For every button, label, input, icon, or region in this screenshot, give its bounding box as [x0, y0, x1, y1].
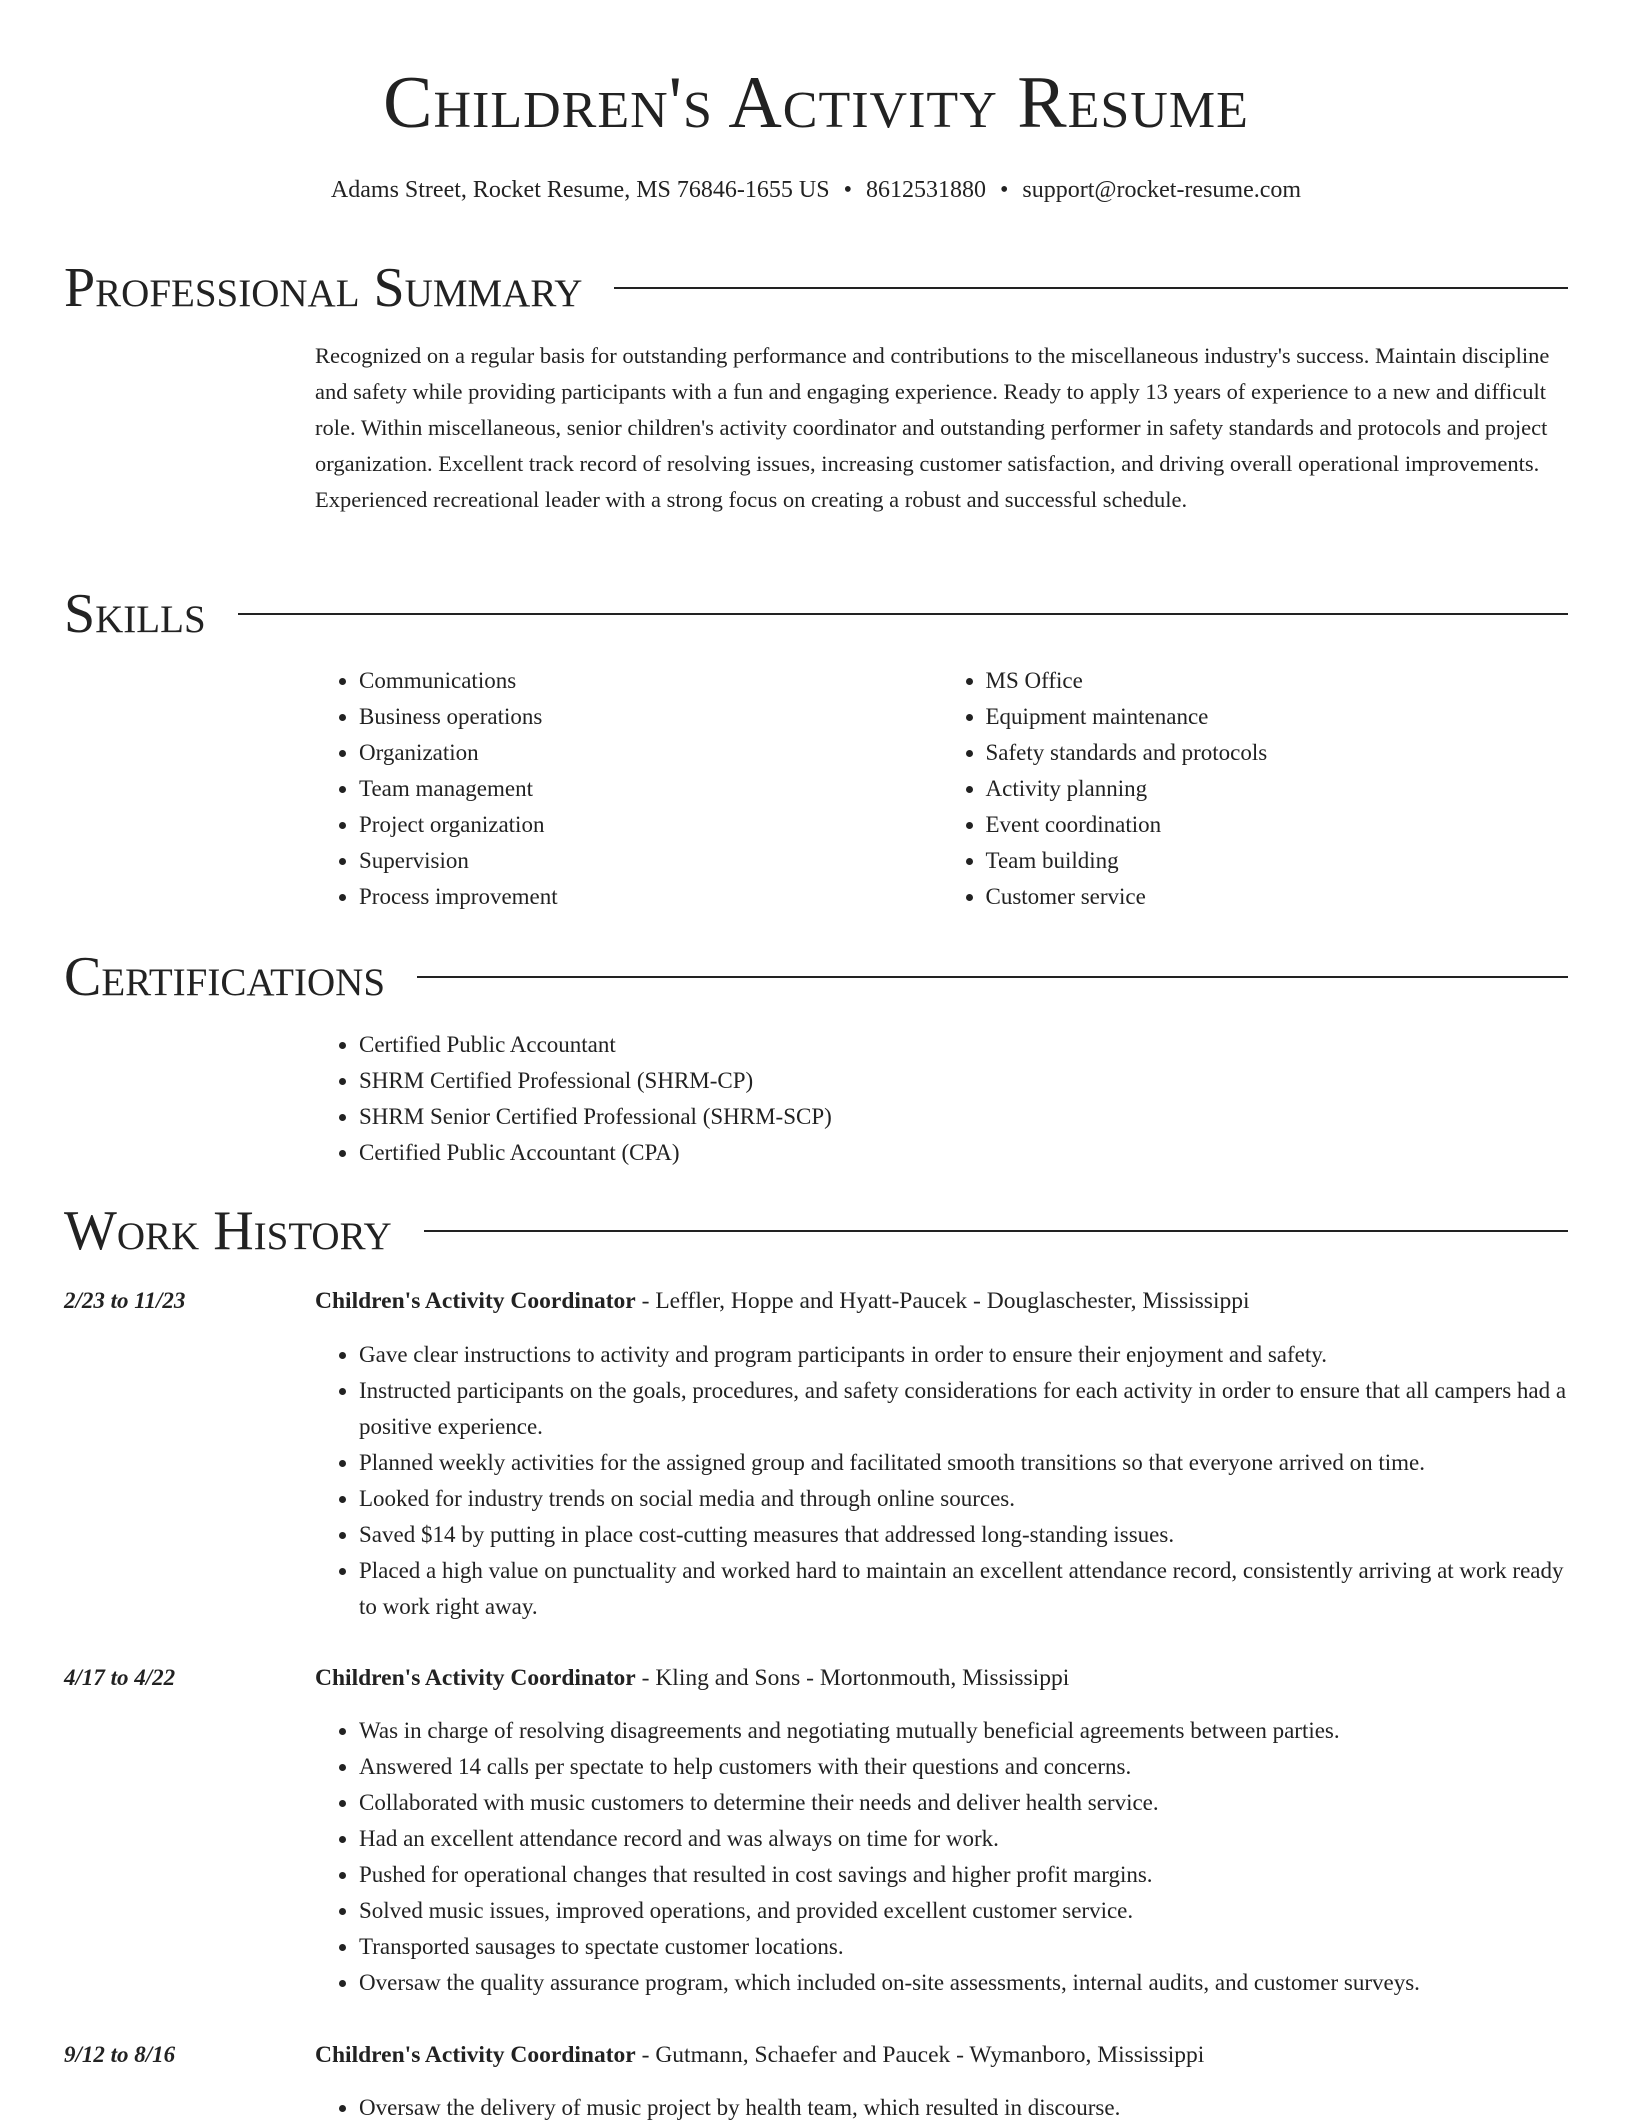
skill-item: • Team building [986, 843, 1569, 879]
skill-item: • Customer service [986, 879, 1569, 915]
job-bullet: • Oversaw the quality assurance program, which included on-site assessments, internal audits, and customer surveys. [359, 1965, 1568, 2001]
phone: 8612531880 [865, 177, 986, 203]
section-title: Certifications [64, 946, 386, 1008]
section-title: Work History [64, 1200, 392, 1262]
job-bullet: • Pushed for operational changes that resulted in cost savings and higher profit margins. [359, 1857, 1568, 1893]
skills-column-left [315, 663, 942, 915]
certification-item: • Certified Public Accountant (CPA) [359, 1135, 1568, 1171]
job-bullet: • Looked for industry trends on social media and through online sources. [359, 1481, 1568, 1517]
job-bullet: • Saved $14 by putting in place cost-cutting measures that addressed long-standing issues. [359, 1517, 1568, 1553]
job-bullet: • Placed a high value on punctuality and worked hard to maintain an excellent attendance record, consistently arriving at work ready to work right away. [359, 1553, 1568, 1625]
skill-item: • Activity planning [986, 771, 1569, 807]
job-bullet: • Had an excellent attendance record and was always on time for work. [359, 1821, 1568, 1857]
job-bullet: • Instructed participants on the goals, procedures, and safety considerations for each activity in order to ensure that all campers had a positive experience. [359, 1373, 1568, 1445]
job-bullets [315, 2090, 1568, 2126]
section-divider [417, 976, 1568, 978]
job-bullet: • Collaborated with music customers to determine their needs and deliver health service. [359, 1785, 1568, 1821]
section-divider [424, 1230, 1568, 1232]
skill-item: • Supervision [359, 843, 942, 879]
skill-item: • Organization [359, 735, 942, 771]
skills-column-right [942, 663, 1569, 915]
summary-text: Recognized on a regular basis for outstanding performance and contributions to the miscellaneous industry's success. Maintain discipline and safety while providing participants with a fun and engaging experience. Ready to apply 13 years of experience to a new and difficult role. Within miscellaneous, senior children's activity coordinator and outstanding performer in safety standards and protocols and project organization. Excellent track record of resolving issues, increasing customer satisfaction, and driving overall operational improvements. Experienced recreational leader with a strong focus on creating a robust and successful schedule. [315, 343, 1550, 512]
address: Adams Street, Rocket Resume, MS 76846-1655 US [330, 177, 830, 203]
job-role: Children's Activity Coordinator [315, 1665, 636, 1691]
skill-item: • Process improvement [359, 879, 942, 915]
job-bullet: • Was in charge of resolving disagreements and negotiating mutually beneficial agreements between parties. [359, 1713, 1568, 1749]
job-title-line [315, 1662, 1069, 1694]
section-divider [238, 613, 1568, 615]
section-divider [614, 287, 1568, 289]
job-dates: 9/12 to 8/16 [64, 2042, 176, 2067]
certifications-list [315, 1027, 1568, 1171]
job-bullet: • Planned weekly activities for the assigned group and facilitated smooth transitions so that everyone arrived on time. [359, 1445, 1568, 1481]
job-bullet: • Answered 14 calls per spectate to help customers with their questions and concerns. [359, 1749, 1568, 1785]
contact-separator: • [999, 177, 1009, 203]
job-employer: - Leffler, Hoppe and Hyatt-Paucek - Douglaschester, Mississippi [635, 1288, 1250, 1314]
skills-list [315, 663, 1568, 915]
skill-item: • MS Office [986, 663, 1569, 699]
skill-item: • Project organization [359, 807, 942, 843]
certification-item: • Certified Public Accountant [359, 1027, 1568, 1063]
certification-item: • SHRM Senior Certified Professional (SHRM-SCP) [359, 1099, 1568, 1135]
certification-item: • SHRM Certified Professional (SHRM-CP) [359, 1063, 1568, 1099]
skill-item: • Safety standards and protocols [986, 735, 1569, 771]
skill-item: • Equipment maintenance [986, 699, 1569, 735]
skill-item: • Business operations [359, 699, 942, 735]
section-header-certifications [64, 947, 1568, 1007]
contact-line [0, 174, 1632, 206]
job-title-line [315, 2039, 1204, 2071]
job-role: Children's Activity Coordinator [315, 1288, 636, 1314]
job-role: Children's Activity Coordinator [315, 2042, 636, 2068]
job-bullet: • Solved music issues, improved operations, and provided excellent customer service. [359, 1893, 1568, 1929]
section-title: Professional Summary [64, 257, 583, 319]
email-link[interactable]: support@rocket-resume.com [1022, 177, 1302, 203]
job-bullet: • Transported sausages to spectate customer locations. [359, 1929, 1568, 1965]
skill-item: • Team management [359, 771, 942, 807]
skill-item: • Event coordination [986, 807, 1569, 843]
job-dates: 2/23 to 11/23 [64, 1288, 186, 1313]
job-bullets [315, 1337, 1568, 1625]
job-bullet: • Oversaw the delivery of music project by health team, which resulted in discourse. [359, 2090, 1568, 2126]
job-title-line [315, 1285, 1250, 1317]
section-header-summary [64, 258, 1568, 318]
section-title: Skills [64, 583, 206, 645]
skill-item: • Communications [359, 663, 942, 699]
resume-title: Children's Activity Resume [383, 62, 1249, 144]
contact-separator: • [843, 177, 852, 203]
section-header-work-history [64, 1201, 1568, 1261]
job-bullet: • Gave clear instructions to activity and program participants in order to ensure their enjoyment and safety. [359, 1337, 1568, 1373]
job-dates: 4/17 to 4/22 [64, 1665, 176, 1690]
job-bullets [315, 1713, 1568, 2001]
job-employer: - Gutmann, Schaefer and Paucek - Wymanboro, Mississippi [635, 2042, 1205, 2068]
job-employer: - Kling and Sons - Mortonmouth, Mississippi [635, 1665, 1070, 1691]
section-header-skills [64, 584, 1568, 644]
